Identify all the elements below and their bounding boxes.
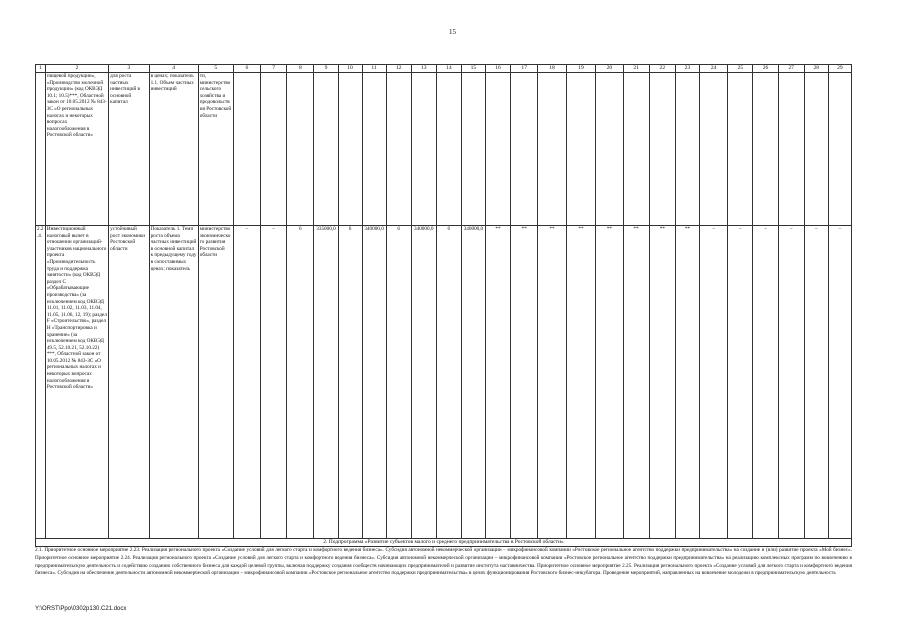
value-cell: – [260, 226, 286, 539]
value-cell: 6 [287, 226, 314, 539]
column-header: 26 [753, 65, 778, 73]
column-header: 18 [538, 65, 566, 73]
value-cell: ** [485, 226, 510, 539]
value-cell: ** [649, 226, 675, 539]
column-header: 16 [485, 65, 510, 73]
row-number-cell [36, 73, 46, 226]
column-header: 19 [566, 65, 595, 73]
value-cell: 340000,0 [461, 226, 485, 539]
value-cell: 6 [436, 226, 461, 539]
column-header: 7 [260, 65, 286, 73]
column-header: 15 [461, 65, 485, 73]
column-header: 5 [198, 65, 233, 73]
goal-cell: для роста частных инвестиций в основной капитал [109, 73, 149, 226]
curator-cell: министерство экономического развития Ростовской области [198, 226, 233, 539]
value-cell: 340000,0 [411, 226, 436, 539]
value-cell: ** [566, 226, 595, 539]
column-header: 20 [596, 65, 623, 73]
column-header: 2 [45, 65, 108, 73]
section-row [36, 539, 852, 547]
value-cell: – [753, 226, 778, 539]
column-header: 29 [828, 65, 851, 73]
table-row [36, 226, 852, 539]
section-title: 2. Подпрограмма «Развитие субъектов малого и среднего предпринимательства в Ростовской области» [36, 539, 852, 547]
value-cell: ** [538, 226, 566, 539]
column-header: 23 [675, 65, 699, 73]
column-header: 6 [233, 65, 260, 73]
value-cell: – [233, 226, 260, 539]
value-cell: ** [623, 226, 649, 539]
column-header: 22 [649, 65, 675, 73]
column-header: 9 [314, 65, 338, 73]
value-cell: 340000,0 [362, 226, 386, 539]
indicator-cell: в ценах; показатель 1.1. Объем частных инвестиций [149, 73, 198, 226]
column-header: 17 [511, 65, 538, 73]
row-number-cell: 2.2.4. [36, 226, 46, 539]
value-cell: ** [596, 226, 623, 539]
value-cell: – [804, 226, 828, 539]
column-header: 1 [36, 65, 46, 73]
column-header: 14 [436, 65, 461, 73]
value-cell: 335000,0 [314, 226, 338, 539]
notes-paragraph: 2.1. Приоритетное основное мероприятие 2.23. Реализация регионального проекта «Создание условий для легкого старта и комфортного ведения бизнеса». Субсидия автономной некоммерческой организации – микрофинансовой компании «Ростовское региональное агентство поддержки предпринимательства» на создание и (или) развитие проекта «Мой бизнес». Приоритетное основное мероприятие 2.24. Реализация регионального проекта «Создание условий для легкого старта и комфортного ведения бизнеса». Субсидия автономной некоммерческой организации – микрофинансовой компании «Ростовское региональное агентство поддержки предпринимательства» на реализацию комплексных программ по вовлечению в предпринимательскую деятельность и содействию созданию собственного бизнеса для каждой целевой группы, включая поддержку создания сообществ начинающих предпринимателей и развитие института наставничества. Приоритетное основное мероприятие 2.25. Реализация регионального проекта «Создание условий для легкого старта и комфортного ведения бизнеса». Субсидия на обеспечение деятельности автономной некоммерческой организации – микрофинансовой компании «Ростовское региональное агентство поддержки предпринимательства» в целях функционирования Ростовского бизнес-инкубатора. Проведение мероприятий, направленных на вовлечение молодежи в предпринимательскую деятельность [35, 547, 852, 577]
column-header: 28 [804, 65, 828, 73]
indicator-cell: Показатель 1. Темп роста объема частных инвестиций в основной капитал к предыдущему году в сопоставимых ценах; показатель [149, 226, 198, 539]
table-row [36, 73, 852, 226]
column-header: 4 [149, 65, 198, 73]
curator-cell: ти, министерство сельского хозяйства и продовольствия Ростовской области [198, 73, 233, 226]
notes-text [35, 547, 852, 578]
value-cell: 6 [386, 226, 411, 539]
measure-name-cell: пищевой продукции», «Производство молочной продукции» (код ОКВЭД 10.1; 10.5)***, Областной закон от 10.05.2012 № 843-ЗС «О региональных налогах и некоторых вопросах налогообложения в Ростовской области» [45, 73, 108, 226]
page-number: 15 [449, 28, 456, 36]
value-cell: ** [675, 226, 699, 539]
value-cell: – [699, 226, 727, 539]
column-header: 8 [287, 65, 314, 73]
column-header: 24 [699, 65, 727, 73]
header-row [36, 65, 852, 73]
column-header: 11 [362, 65, 386, 73]
column-header: 21 [623, 65, 649, 73]
value-cell: ** [511, 226, 538, 539]
goal-cell: устойчивый рост экономики Ростовской области [109, 226, 149, 539]
column-header: 13 [411, 65, 436, 73]
value-cell: – [778, 226, 804, 539]
measure-name-cell: Инвестиционный налоговый вычет в отношении организаций-участников национального проекта «Производительность труда и поддержка занятости» (код ОКВЭД раздел C «Обрабатывающие производства» (за исключением код ОКВЭД 11.01, 11.02, 11.03, 11.04, 11.05, 11.06, 12, 19); раздел F «Строительство», раздел H «Транспортировка и хранение» (за исключением код ОКВЭД 49.5, 52.10.21, 52.10.22) ***, Областной закон от 10.05.2012 № 843-ЗС «О региональных налогах и некоторых вопросах налогообложения в Ростовской области» [45, 226, 108, 539]
program-table [35, 64, 852, 547]
file-path-footer: Y:\ORST\Ppo\0302p130.C21.docx [35, 606, 127, 612]
column-header: 3 [109, 65, 149, 73]
column-header: 12 [386, 65, 411, 73]
column-header: 27 [778, 65, 804, 73]
value-cell: – [828, 226, 851, 539]
value-cell: 6 [338, 226, 362, 539]
value-cell: – [728, 226, 753, 539]
column-header: 25 [728, 65, 753, 73]
column-header: 10 [338, 65, 362, 73]
